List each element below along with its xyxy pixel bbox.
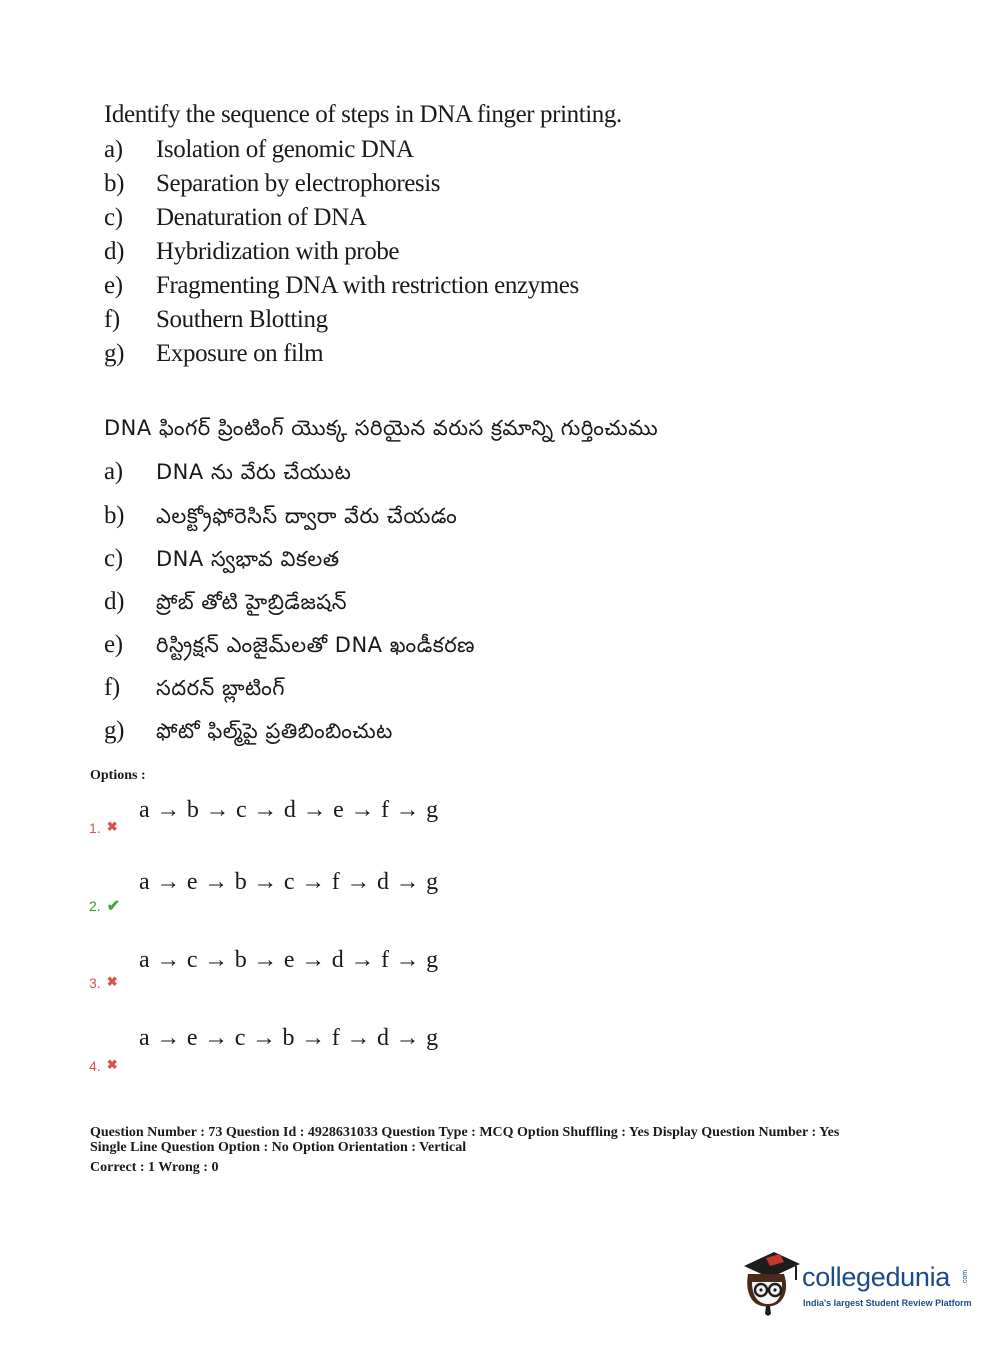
question-title-telugu-text: DNA ఫింగర్ ప్రింటింగ్ యొక్క సరియైన వరుస క్రమాన్ని గుర్తించుము — [104, 416, 659, 440]
collegedunia-logo — [740, 1248, 970, 1318]
option-number-text: 4. — [89, 1058, 101, 1074]
item-text: ప్రోబ్ తోటి హైబ్రిడేజషన్ — [156, 590, 348, 614]
item-text: Hybridization with probe — [156, 238, 400, 265]
question-meta-line-1: Question Number : 73 Question Id : 4928631033 Question Type : MCQ Option Shuffling : Yes Display Question Number : Yes — [90, 1125, 840, 1140]
question-title-english: Identify the sequence of steps in DNA finger printing. — [104, 101, 622, 128]
question-item-english — [104, 238, 399, 266]
item-text: Southern Blotting — [156, 306, 328, 333]
question-item-english — [104, 136, 414, 164]
question-item-telugu — [104, 545, 340, 577]
item-text: ఫోటో ఫిల్మ్‌పై ప్రతిబింబించుట — [156, 719, 393, 743]
item-label: b) — [104, 170, 125, 197]
item-label: e) — [104, 631, 123, 658]
question-item-english — [104, 170, 440, 198]
logo-tagline: India's largest Student Review Platform — [803, 1298, 972, 1308]
item-text: Denaturation of DNA — [156, 204, 367, 231]
item-label: e) — [104, 272, 123, 299]
question-item-telugu — [104, 674, 285, 706]
option-1-sequence: a → b → c → d → e → f → g — [139, 797, 439, 823]
checkmark-icon: ✔ — [106, 898, 121, 915]
mascot-icon — [740, 1248, 802, 1316]
item-text: DNA స్వభావ వికలత — [156, 547, 340, 571]
question-item-telugu — [104, 717, 393, 749]
question-item-telugu — [104, 502, 457, 534]
item-label: d) — [104, 588, 125, 615]
option-4-sequence: a → e → c → b → f → d → g — [139, 1025, 439, 1051]
option-3-sequence: a → c → b → e → d → f → g — [139, 947, 439, 973]
question-item-english — [104, 272, 579, 300]
option-4-number — [89, 1057, 118, 1074]
item-label: g) — [104, 340, 125, 367]
question-item-english — [104, 340, 323, 368]
item-text: Isolation of genomic DNA — [156, 136, 414, 163]
option-number-text: 1. — [89, 820, 101, 836]
item-text: రిస్ట్రిక్షన్ ఎంజైమ్‌లతో DNA ఖండీకరణ — [156, 633, 476, 657]
item-label: b) — [104, 502, 125, 529]
item-label: a) — [104, 458, 123, 485]
item-text: DNA ను వేరు చేయుట — [156, 460, 352, 484]
question-title-telugu — [104, 414, 658, 446]
cross-icon: ✖ — [106, 819, 118, 834]
option-2-number — [89, 896, 120, 916]
option-1-number — [89, 819, 118, 836]
item-label: a) — [104, 136, 123, 163]
item-text: ఎలక్ట్రోఫోరెసిస్ ద్వారా వేరు చేయడం — [156, 504, 458, 528]
item-label: f) — [104, 306, 120, 333]
option-number-text: 3. — [89, 975, 101, 991]
cross-icon: ✖ — [106, 1057, 118, 1072]
option-number-text: 2. — [89, 898, 101, 914]
item-label: c) — [104, 204, 123, 231]
option-3-number — [89, 974, 118, 991]
item-label: f) — [104, 674, 120, 701]
item-text: సదరన్ బ్లాటింగ్ — [156, 676, 286, 700]
question-meta-line-3: Correct : 1 Wrong : 0 — [90, 1160, 219, 1175]
question-meta-line-2: Single Line Question Option : No Option Orientation : Vertical — [90, 1140, 467, 1155]
question-item-telugu — [104, 458, 351, 490]
item-text: Separation by electrophoresis — [156, 170, 441, 197]
logo-com: .com — [962, 1269, 970, 1286]
logo-wordmark: collegedunia — [802, 1262, 951, 1292]
item-label: c) — [104, 545, 123, 572]
question-item-telugu — [104, 588, 347, 620]
item-label: d) — [104, 238, 125, 265]
question-item-english — [104, 204, 366, 232]
item-label: g) — [104, 717, 125, 744]
cross-icon: ✖ — [106, 974, 118, 989]
question-item-telugu — [104, 631, 475, 663]
question-item-english — [104, 306, 328, 334]
item-text: Fragmenting DNA with restriction enzymes — [156, 272, 579, 299]
item-text: Exposure on film — [156, 340, 324, 367]
option-2-sequence: a → e → b → c → f → d → g — [139, 869, 439, 895]
options-label: Options : — [90, 768, 146, 783]
